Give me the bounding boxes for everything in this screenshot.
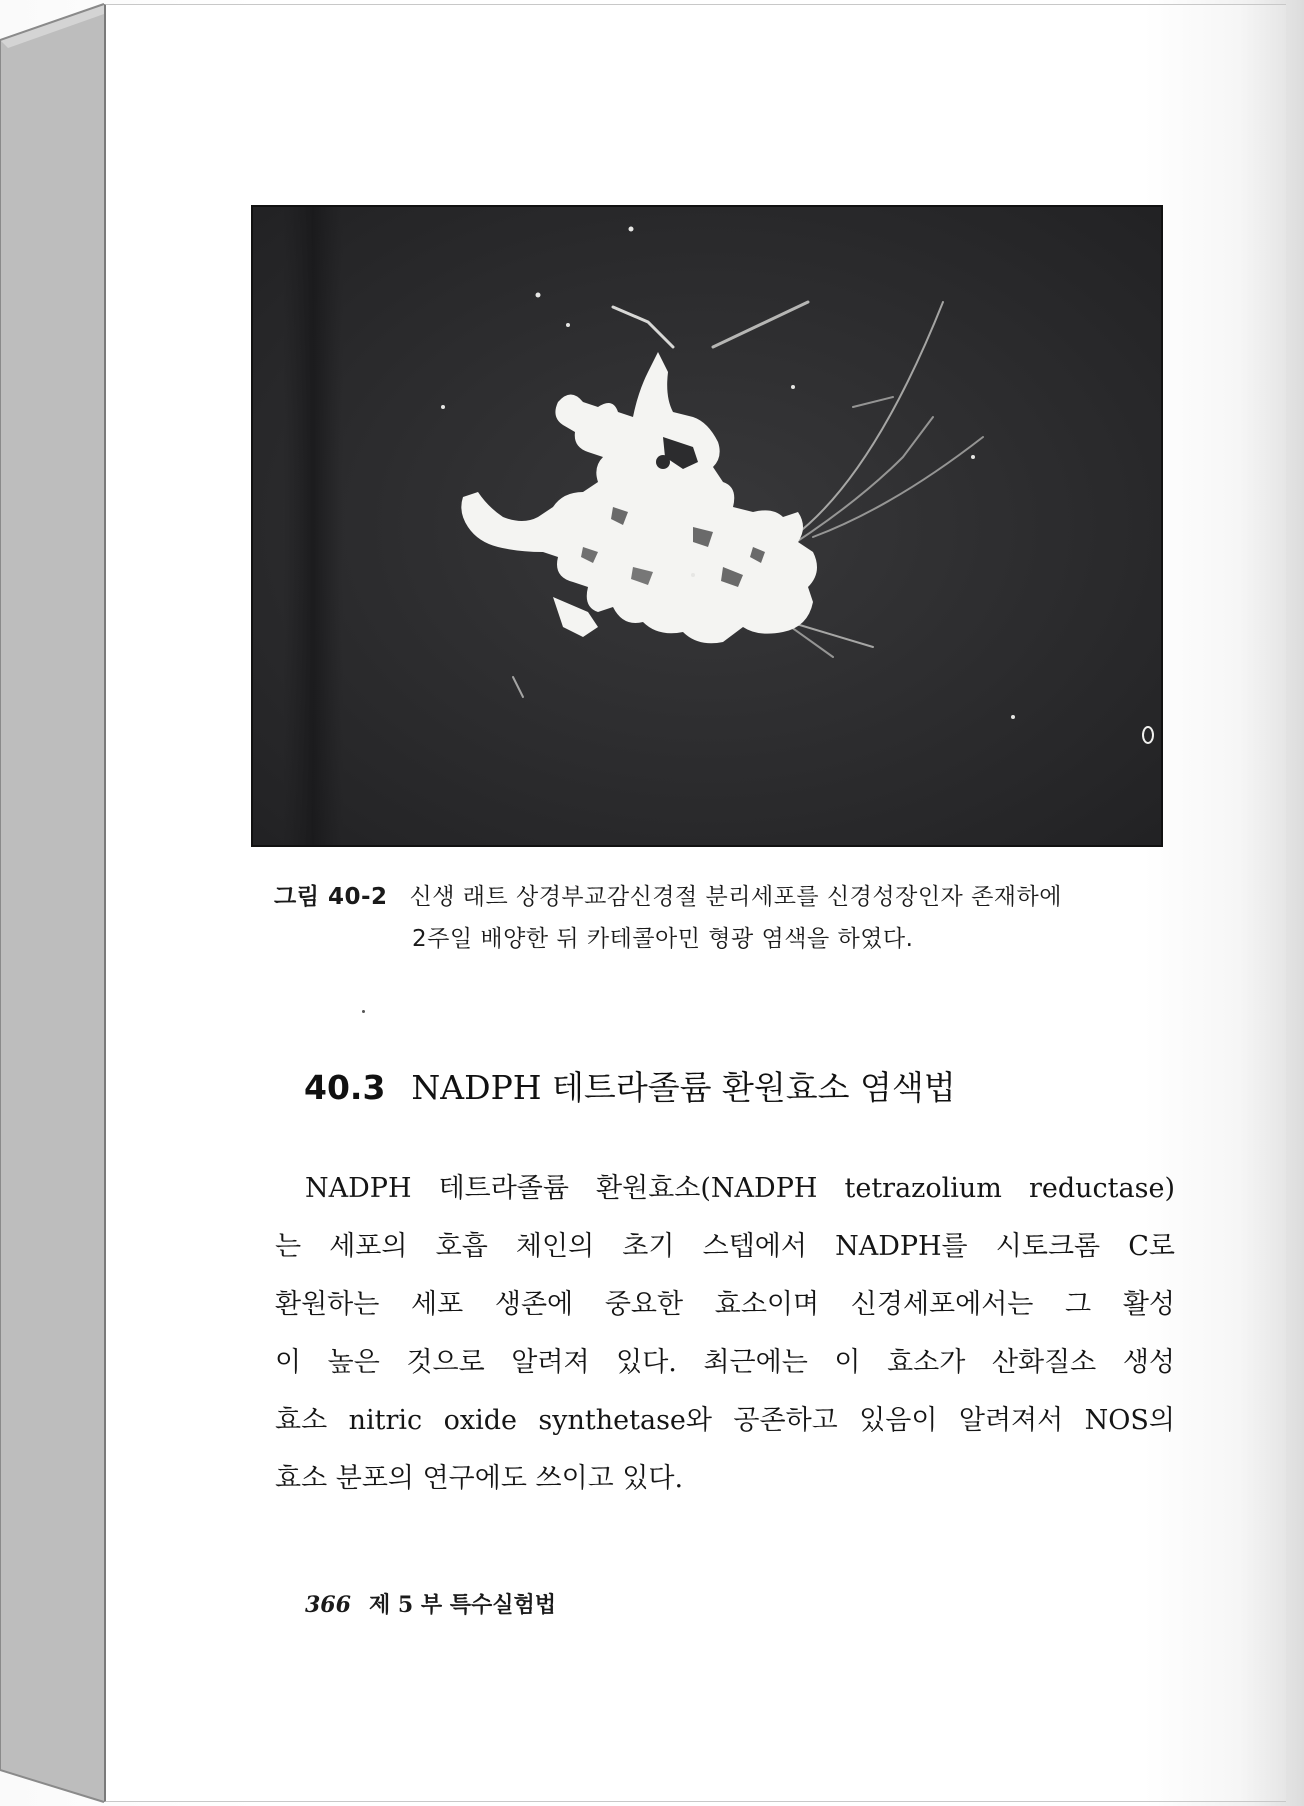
figure-caption <box>274 876 1174 960</box>
body-line: 이 높은 것으로 알려져 있다. 최근에는 이 효소가 산화질소 생성 <box>275 1347 1175 1378</box>
body-line: 효소 분포의 연구에도 쓰이고 있다. <box>275 1463 684 1494</box>
body-paragraph <box>275 1160 1175 1508</box>
fluorescence-micrograph <box>251 205 1163 847</box>
body-line: 는 세포의 호흡 체인의 초기 스텝에서 NADPH를 시토크롬 C로 <box>275 1231 1175 1262</box>
page-number: 366 <box>305 1592 351 1618</box>
book-spine-edge <box>0 0 110 1806</box>
figure-label: 그림 40-2 <box>274 884 388 910</box>
body-line: NADPH 테트라졸륨 환원효소(NADPH tetrazolium reductase) <box>305 1173 1175 1204</box>
section-heading <box>304 1062 956 1109</box>
section-title: NADPH 테트라졸륨 환원효소 염색법 <box>411 1068 956 1107</box>
caption-line-2: 2주일 배양한 뒤 카테콜아민 형광 염색을 하였다. <box>412 926 914 952</box>
body-line: 효소 nitric oxide synthetase와 공존하고 있음이 알려져서 NOS의 <box>275 1405 1175 1436</box>
scan-speck <box>362 1010 365 1013</box>
caption-line-1: 신생 래트 상경부교감신경절 분리세포를 신경성장인자 존재하에 <box>409 884 1062 910</box>
part-title: 제 5 부 특수실험법 <box>368 1592 556 1618</box>
page-footer <box>305 1588 556 1619</box>
body-line: 환원하는 세포 생존에 중요한 효소이며 신경세포에서는 그 활성 <box>275 1289 1175 1320</box>
section-number: 40.3 <box>304 1068 386 1107</box>
